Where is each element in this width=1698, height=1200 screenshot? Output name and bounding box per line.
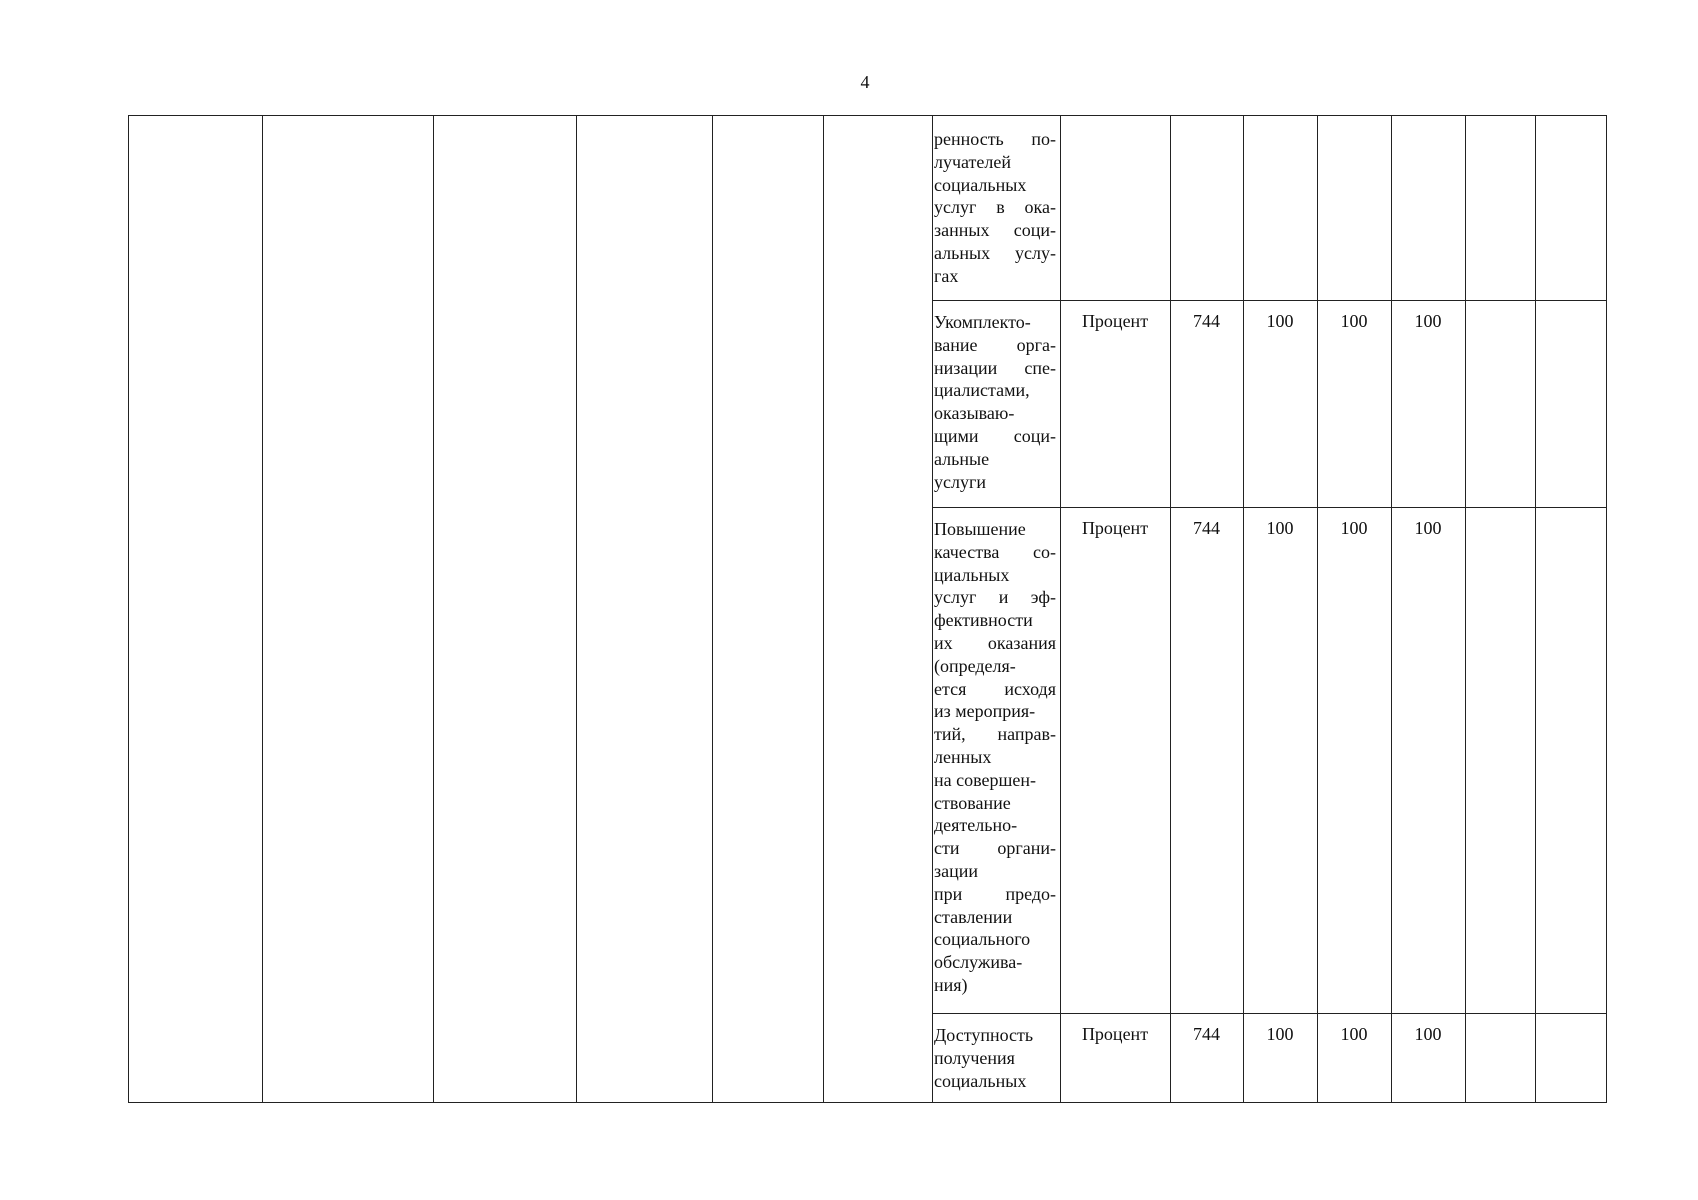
value-cell: 100 — [1340, 311, 1368, 331]
text-line: социального — [934, 929, 1031, 950]
value-cell: 100 — [1266, 311, 1294, 331]
table-border — [932, 1013, 1607, 1014]
text-line: деятельно- — [934, 815, 1018, 836]
text-line: социальных — [934, 174, 1027, 195]
table-border — [1391, 115, 1392, 1103]
text-line: их оказания — [934, 632, 1056, 653]
text-line: из мероприя- — [934, 701, 1036, 722]
unit-cell: Процент — [1081, 311, 1149, 331]
table-border — [576, 115, 577, 1103]
text-line: гах — [934, 265, 959, 286]
text-line: занных соци- — [934, 220, 1056, 241]
code-cell: 744 — [1193, 311, 1220, 331]
text-line: Повышение — [934, 519, 1026, 539]
table-border — [1465, 115, 1466, 1103]
text-line: услуги — [934, 471, 986, 492]
text-line: ленных — [934, 746, 992, 767]
table-border — [932, 115, 933, 1103]
indicator-name — [934, 311, 1056, 493]
text-line: альные — [934, 448, 990, 469]
text-line: тий, направ- — [934, 724, 1056, 745]
text-line: качества со- — [934, 541, 1056, 562]
text-line: щими соци- — [934, 425, 1056, 446]
text-line: обслужива- — [934, 952, 1023, 973]
text-line: при предо- — [934, 883, 1056, 904]
text-line: оказываю- — [934, 403, 1015, 424]
text-line: ния) — [934, 974, 968, 995]
text-line: ствование — [934, 792, 1011, 813]
value-cell: 100 — [1414, 518, 1442, 538]
text-line: (определя- — [934, 655, 1016, 676]
text-line: фективности — [934, 610, 1033, 631]
text-line: циалистами, — [934, 380, 1030, 401]
text-line: низации спе- — [934, 357, 1056, 378]
table-border — [1060, 115, 1061, 1103]
text-line: лучателей — [934, 151, 1012, 172]
table-border — [262, 115, 263, 1103]
indicator-name — [934, 128, 1056, 288]
table-border — [128, 115, 1607, 116]
table-border — [433, 115, 434, 1103]
text-line: ется исходя — [934, 678, 1056, 699]
table-border — [932, 507, 1607, 508]
code-cell: 744 — [1193, 518, 1220, 538]
text-line: ставлении — [934, 906, 1013, 927]
text-line: Доступность — [934, 1025, 1034, 1045]
text-line: услуг в ока- — [934, 197, 1056, 218]
text-line: вание орга- — [934, 334, 1056, 355]
text-line: получения — [934, 1047, 1015, 1068]
table-border — [1535, 115, 1536, 1103]
value-cell: 100 — [1266, 1024, 1294, 1044]
text-line: циальных — [934, 564, 1010, 585]
code-cell: 744 — [1193, 1024, 1220, 1044]
value-cell: 100 — [1340, 1024, 1368, 1044]
value-cell: 100 — [1340, 518, 1368, 538]
text-line: зации — [934, 860, 978, 881]
text-line: услуг и эф- — [934, 587, 1056, 608]
table-border — [128, 1102, 1607, 1103]
value-cell: 100 — [1414, 1024, 1442, 1044]
table-border — [712, 115, 713, 1103]
text-line: сти органи- — [934, 838, 1056, 859]
text-line: ренность по- — [934, 129, 1056, 149]
value-cell: 100 — [1266, 518, 1294, 538]
indicator-name — [934, 1024, 1056, 1092]
text-line: Укомплекто- — [934, 312, 1031, 332]
text-line: альных услу- — [934, 242, 1056, 263]
unit-cell: Процент — [1081, 1024, 1149, 1044]
indicator-name — [934, 518, 1056, 997]
table-border — [1317, 115, 1318, 1103]
table-border — [823, 115, 824, 1103]
page-number: 4 — [860, 72, 870, 92]
text-line: социальных — [934, 1070, 1027, 1091]
table-border — [932, 300, 1607, 301]
table-border — [1606, 115, 1607, 1103]
table-border — [128, 115, 129, 1103]
text-line: на совершен- — [934, 769, 1036, 790]
value-cell: 100 — [1414, 311, 1442, 331]
table-border — [1243, 115, 1244, 1103]
unit-cell: Процент — [1081, 518, 1149, 538]
table-border — [1170, 115, 1171, 1103]
